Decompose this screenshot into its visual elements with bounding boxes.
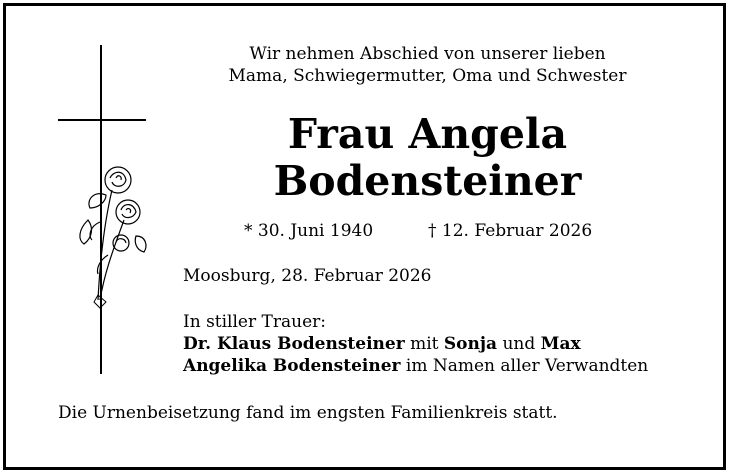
mourner-2-rest: im Namen aller Verwandten [400,356,649,376]
mourner-line-1 [183,334,581,355]
mourner-1-name: Dr. Klaus Bodensteiner [183,334,405,354]
mourning-heading: In stiller Trauer: [183,312,326,332]
mourner-1-with: mit [404,334,444,354]
deceased-name-line-2: Bodensteiner [273,157,582,205]
intro-line-2: Mama, Schwiegermutter, Oma und Schwester [228,66,627,86]
mourner-1-child: Max [540,334,581,354]
birth-date: * 30. Juni 1940 [244,221,374,241]
death-date: † 12. Februar 2026 [428,221,593,241]
mourner-line-2 [183,356,648,377]
intro-line-1: Wir nehmen Abschied von unserer lieben [249,44,606,64]
closing-statement: Die Urnenbeisetzung fand im engsten Familienkreis statt. [58,403,558,423]
mourner-2-name: Angelika Bodensteiner [183,356,401,376]
mourner-1-partner: Sonja [443,334,498,354]
deceased-name-line-1: Frau Angela [287,110,568,158]
place-and-date: Moosburg, 28. Februar 2026 [183,266,432,286]
mourner-1-and: und [497,334,541,354]
cross-with-roses-icon [50,40,150,380]
